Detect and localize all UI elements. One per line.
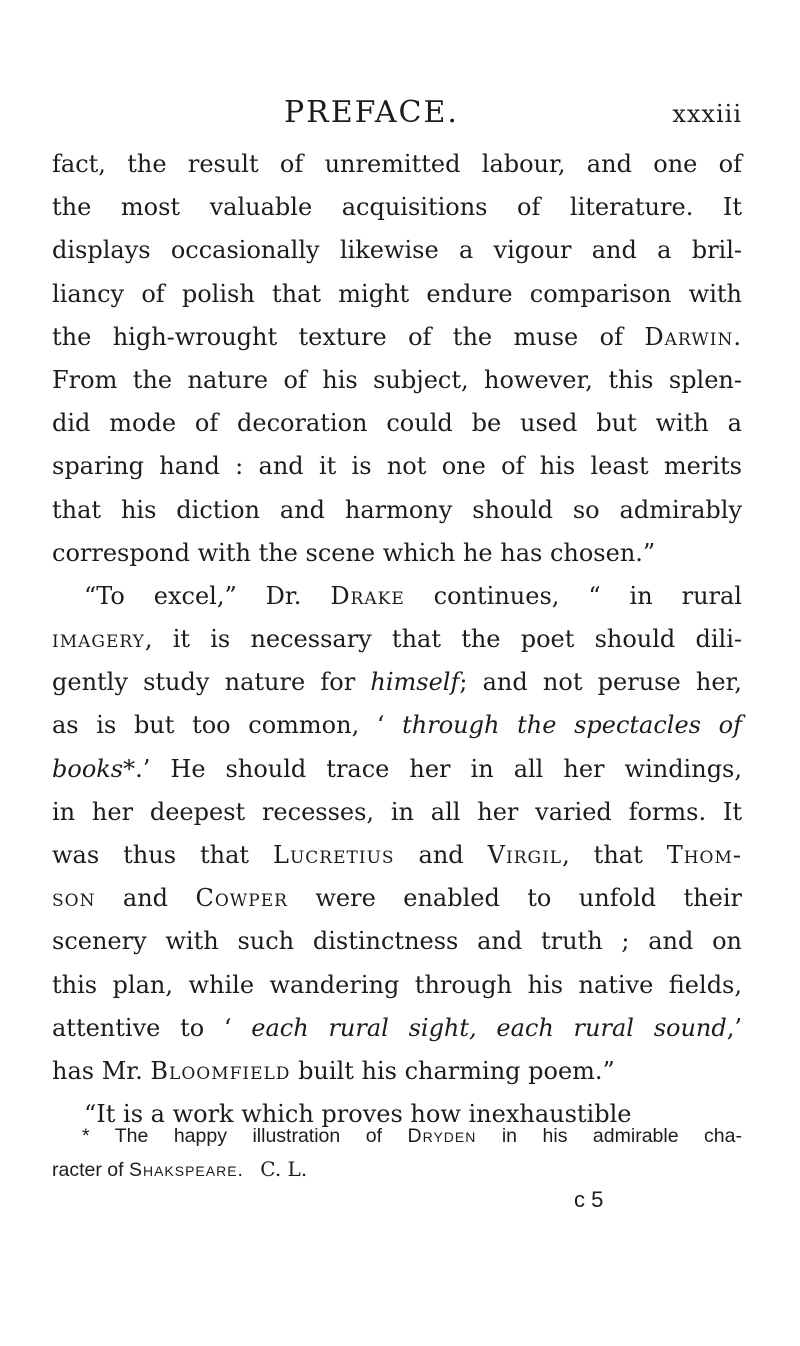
footnote-text: * The happy illustration of — [82, 1125, 408, 1147]
text-line — [52, 877, 742, 920]
text-span: .’ He should trace her in all her windings, — [135, 754, 742, 783]
text-line: that his diction and harmony should so admirably — [52, 495, 742, 524]
name-bloomfield: Bloomfield — [150, 1056, 291, 1085]
text-line: displays occasionally likewise a vigour and a bril- — [52, 236, 742, 265]
text-span: ; and not peruse her, — [459, 668, 742, 697]
text-line — [52, 704, 742, 747]
text-span: built his charming poem.” — [290, 1056, 615, 1085]
text-line: correspond with the scene which he has chosen.” — [52, 538, 656, 567]
text-span: were enabled to unfold their — [287, 884, 742, 913]
text-line — [52, 575, 742, 618]
text-span: , that — [562, 841, 667, 869]
page-header — [52, 95, 742, 139]
text-span: and — [95, 884, 196, 913]
name-lucretius: Lucretius — [273, 841, 395, 869]
italic-himself: himself — [370, 668, 460, 697]
text-line: this plan, while wandering through his native fields, — [52, 970, 742, 999]
footnote-line — [52, 1120, 742, 1153]
italic-books: books* — [52, 754, 136, 783]
text-span: continues, “ in rural — [404, 581, 742, 610]
text-line — [52, 1007, 742, 1050]
text-line: fact, the result of unremitted labour, and one of — [52, 150, 742, 178]
text-line: From the nature of his subject, however, this splen- — [52, 365, 742, 394]
name-darwin: Darwin. — [644, 322, 742, 351]
text-line: did mode of decoration could be used but with a — [52, 409, 742, 438]
text-line — [52, 618, 742, 661]
text-span: was thus that — [52, 841, 274, 869]
text-span: gently study nature for — [52, 668, 371, 697]
text-span: the high-wrought texture of the muse of — [52, 322, 645, 351]
page-number: xxxiii — [672, 100, 742, 128]
italic-rural: each rural sight, each rural sound — [251, 1013, 727, 1042]
text-span: attentive to ‘ — [52, 1013, 252, 1042]
footnote — [52, 1120, 742, 1187]
signature-mark: c 5 — [574, 1187, 604, 1212]
name-drake: Drake — [330, 581, 405, 610]
text-line: sparing hand : and it is not one of his least merits — [52, 452, 742, 481]
name-dryden: Dryden — [407, 1125, 477, 1147]
footnote-line — [52, 1153, 742, 1187]
italic-quote: through the spectacles of — [402, 711, 742, 740]
running-title: PREFACE. — [284, 95, 459, 130]
text-line — [52, 1050, 742, 1093]
text-line: “It is a work which proves how inexhaustible — [84, 1100, 632, 1129]
text-line: the most valuable acquisitions of literature. It — [52, 193, 742, 222]
text-span: as is but too common, ‘ — [52, 711, 403, 740]
footnote-text: racter of — [52, 1159, 129, 1181]
text-line — [52, 316, 742, 359]
text-span: and — [394, 841, 488, 869]
name-thomson-part2: son — [52, 884, 96, 913]
text-line: liancy of polish that might endure comparison with — [52, 279, 742, 308]
text-span: ,’ — [726, 1013, 742, 1042]
body-text — [52, 143, 742, 1136]
text-line — [52, 748, 742, 791]
term-imagery: imagery — [52, 625, 145, 654]
text-line — [52, 661, 742, 704]
name-shakspeare: Shakspeare. — [128, 1159, 244, 1181]
text-span: has Mr. — [52, 1056, 151, 1085]
text-span: , it is necessary that the poet should dili- — [144, 625, 742, 654]
text-span: “To excel,” Dr. — [84, 581, 331, 610]
text-line — [52, 834, 742, 877]
footnote-text: in his admirable cha- — [476, 1125, 742, 1147]
footnote-initials: C. L. — [260, 1157, 308, 1181]
text-line: scenery with such distinctness and truth ; and on — [52, 927, 742, 956]
name-virgil: Virgil — [487, 841, 563, 869]
name-thomson-part1: Thom- — [666, 841, 743, 869]
text-line: in her deepest recesses, in all her varied forms. It — [52, 797, 742, 826]
name-cowper: Cowper — [195, 884, 288, 913]
